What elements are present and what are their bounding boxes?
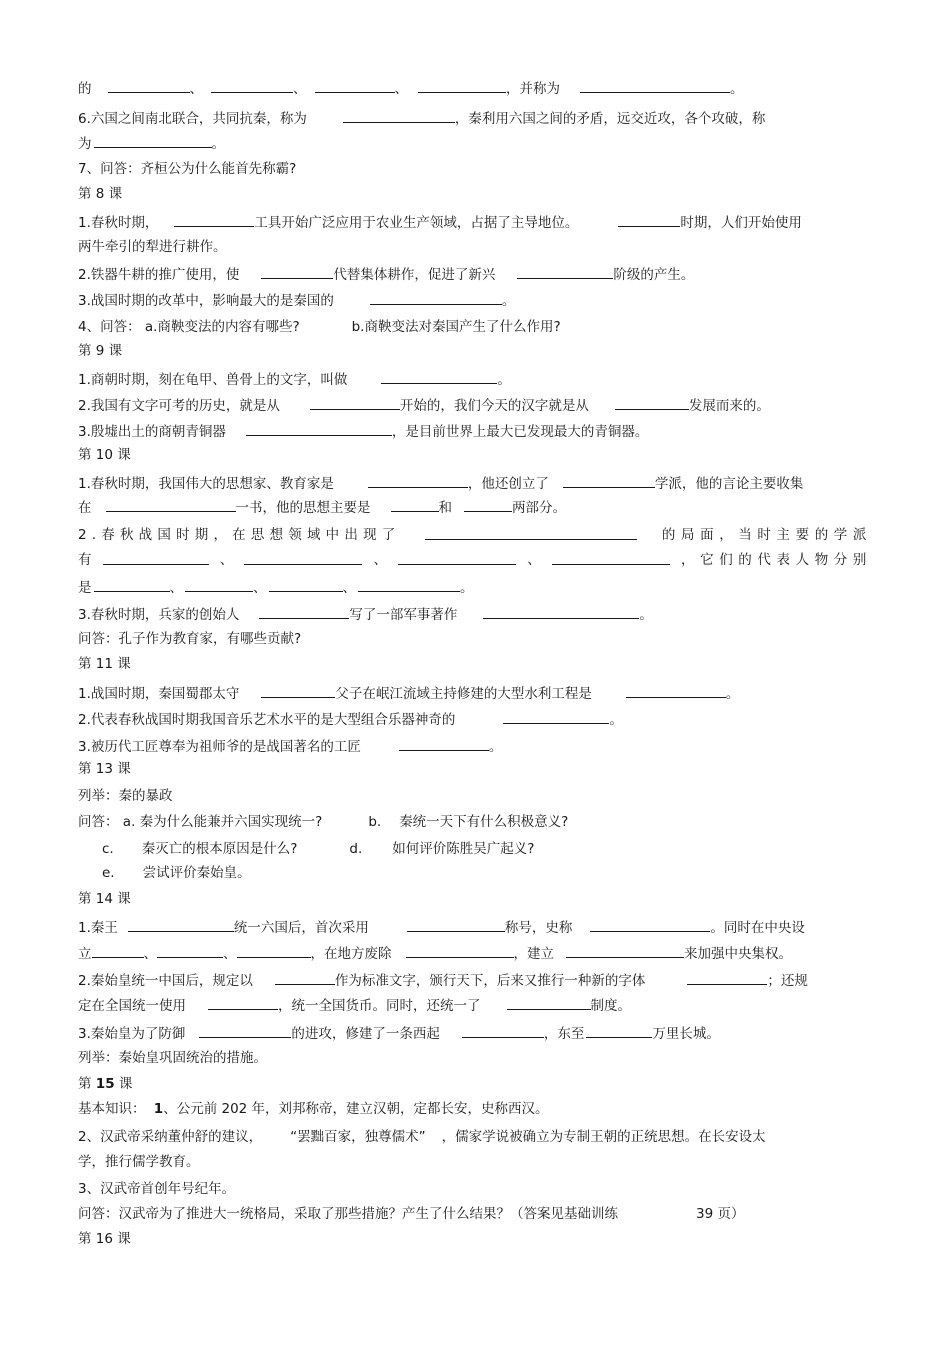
text-line: 2.代表春秋战国时期我国音乐艺术水平的是大型组合乐器神奇的 。 (78, 712, 623, 728)
blank (108, 79, 190, 93)
blank (418, 79, 506, 93)
blank (106, 498, 236, 512)
text-line: 的 、 、 、 ，并称为 。 (78, 81, 744, 97)
blank (174, 213, 254, 227)
blank (261, 265, 333, 279)
blank (92, 944, 144, 958)
text-line: 1.春秋时期， 工具开始广泛应用于农业生产领域，占据了主导地位。 时期，人们开始使用 (78, 215, 802, 231)
question-text: 问答： a. 秦为什么能兼并六国实现统一? b. 秦统一天下有什么积极意义? (78, 814, 569, 830)
blank (211, 79, 293, 93)
lesson-heading: 第 10 课 (78, 447, 131, 463)
lesson-heading: 第 16 课 (78, 1231, 131, 1247)
lesson-heading: 第 14 课 (78, 891, 131, 907)
blank (269, 578, 343, 592)
blank (462, 1024, 544, 1038)
text-line: 为 。 (78, 136, 225, 152)
blank (407, 918, 505, 932)
question-text: 问答：孔子作为教育家，有哪些贡献? (78, 631, 302, 647)
text-line: 2.秦始皇统一中国后，规定以 作为标准文字，颁行天下，后来又推行一种新的字体 ；还规 (78, 973, 808, 989)
text-line: 2.我国有文字可考的历史，就是从 开始的，我们今天的汉字就是从 发展而来的。 (78, 398, 770, 414)
text-line: 3.殷墟出土的商朝青铜器 ，是目前世界上最大已发现最大的青铜器。 (78, 424, 649, 440)
text-line: 6.六国之间南北联合，共同抗秦，称为 ，秦利用六国之间的矛盾，远交近攻，各个攻破，称 (78, 111, 766, 127)
lesson-heading: 第 8 课 (78, 186, 123, 202)
blank (246, 422, 392, 436)
text-line: 列举：秦始皇巩固统治的措施。 (78, 1050, 267, 1066)
blank (503, 710, 609, 724)
blank (157, 944, 223, 958)
text-line: 1.商朝时期，刻在龟甲、兽骨上的文字，叫做 。 (78, 372, 511, 388)
blank (406, 944, 514, 958)
blank (517, 265, 613, 279)
text-line: 定在全国统一使用 ，统一全国货币。同时，还统一了 制度。 (78, 998, 631, 1014)
blank (275, 971, 335, 985)
blank (128, 918, 234, 932)
text-line: 3.春秋时期，兵家的创始人 写了一部军事著作 。 (78, 607, 653, 623)
blank (185, 578, 253, 592)
text-line: 1.战国时期，秦国蜀郡太守 父子在岷江流域主持修建的大型水利工程是 。 (78, 686, 740, 702)
blank (626, 684, 726, 698)
blank (199, 1024, 291, 1038)
question-text: e. 尝试评价秦始皇。 (102, 865, 251, 881)
blank (618, 213, 680, 227)
lesson-heading: 第 9 课 (78, 343, 123, 359)
blank (368, 474, 468, 488)
question-text: c. 秦灭亡的根本原因是什么? d. 如何评价陈胜吴广起义? (102, 841, 535, 857)
text-line: 2.铁器牛耕的推广使用，使 代替集体耕作，促进了新兴 阶级的产生。 (78, 267, 695, 283)
text-line: 两牛牵引的犁进行耕作。 (78, 239, 227, 255)
blank (370, 291, 502, 305)
text-line: 学，推行儒学教育。 (78, 1154, 200, 1170)
text-line: 立 、 、 ，在地方废除 ，建立 来加强中央集权。 (78, 946, 792, 962)
lesson-heading: 第 15 课 (78, 1076, 133, 1092)
text-line: 基本知识： 1、公元前 202 年，刘邦称帝，建立汉朝，定都长安，史称西汉。 (78, 1101, 549, 1117)
text-line: 在 一书，他的思想主要是 和 两部分。 (78, 500, 566, 516)
blank (208, 996, 278, 1010)
blank (483, 605, 639, 619)
blank (615, 396, 689, 410)
blank (259, 605, 349, 619)
blank (586, 1024, 652, 1038)
blank (237, 944, 311, 958)
text-line: 是 、 、 、 。 (78, 580, 474, 596)
blank (464, 498, 512, 512)
blank (425, 526, 637, 540)
text-line: 3.被历代工匠尊奉为祖师爷的是战国著名的工匠 。 (78, 739, 503, 755)
blank (590, 918, 710, 932)
blank (381, 370, 497, 384)
text-line: 3.战国时期的改革中，影响最大的是秦国的 。 (78, 293, 516, 309)
text-line: 3、汉武帝首创年号纪年。 (78, 1181, 236, 1197)
blank (244, 551, 362, 565)
blank (103, 551, 209, 565)
text-line: 2.春秋战国时期，在思想领域中出现了 的局面，当时主要的学派 (78, 527, 872, 543)
blank (552, 551, 670, 565)
blank (563, 474, 655, 488)
blank (94, 134, 212, 148)
text-line: 3.秦始皇为了防御 的进攻，修建了一条西起 ，东至 万里长城。 (78, 1026, 720, 1042)
blank (343, 109, 455, 123)
question-text: 4、问答： a.商鞅变法的内容有哪些? b.商鞅变法对秦国产生了什么作用? (78, 319, 561, 335)
blank (399, 737, 489, 751)
text-line: 列举：秦的暴政 (78, 788, 173, 804)
blank (94, 578, 170, 592)
blank (261, 684, 335, 698)
text-line: 2、汉武帝采纳董仲舒的建议， “罢黜百家，独尊儒术” ，儒家学说被确立为专制王朝的正统思想。在长安设太 (78, 1129, 766, 1145)
blank (507, 996, 591, 1010)
blank (315, 79, 395, 93)
blank (358, 578, 460, 592)
blank (391, 498, 439, 512)
question-text: 问答：汉武帝为了推进大一统格局，采取了那些措施？产生了什么结果？（答案见基础训练 39 页） (78, 1206, 745, 1222)
blank (687, 971, 767, 985)
lesson-heading: 第 13 课 (78, 761, 131, 777)
blank (398, 551, 516, 565)
blank (580, 79, 730, 93)
blank (566, 944, 684, 958)
blank (310, 396, 400, 410)
text-line: 有 、 、 、 ，它们的代表人物分别 (78, 552, 872, 568)
lesson-heading: 第 11 课 (78, 656, 131, 672)
text-line: 1.秦王 统一六国后，首次采用 称号，史称 。同时在中央设 (78, 920, 805, 936)
text-line: 1.春秋时期，我国伟大的思想家、教育家是 ，他还创立了 学派，他的言论主要收集 (78, 476, 804, 492)
question-text: 7、问答：齐桓公为什么能首先称霸? (78, 161, 297, 177)
